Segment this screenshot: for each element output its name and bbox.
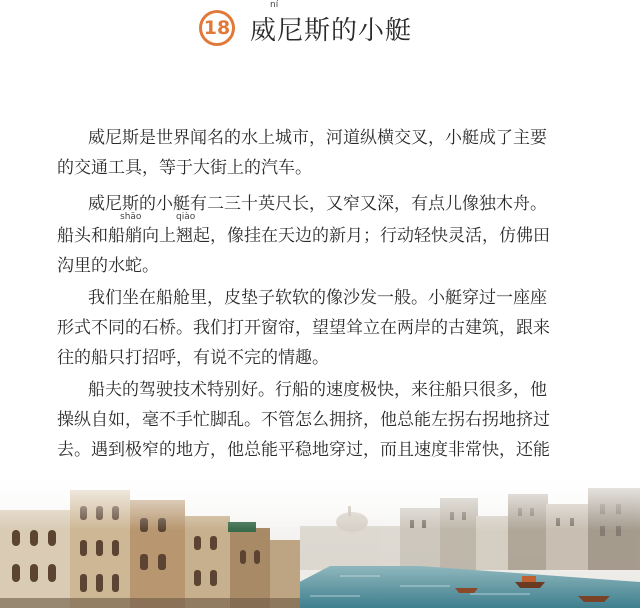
- pinyin-qiao: qiào: [176, 212, 196, 222]
- scene-top-fade: [0, 470, 640, 530]
- paragraph-2-line-2: 船头和船艄向上翘起，像挂在天边的新月；行动轻快灵活，仿佛田: [57, 226, 550, 246]
- paragraph-4-line-3: 去。遇到极窄的地方，他总能平稳地穿过，而且速度非常快，还能: [57, 440, 550, 460]
- paragraph-3-line-3: 往的船只打招呼，有说不完的情趣。: [57, 348, 329, 368]
- paragraph-1-line-2: 的交通工具，等于大街上的汽车。: [57, 158, 312, 178]
- lesson-header: [0, 0, 640, 54]
- lesson-number-badge: 18: [199, 10, 235, 46]
- venice-canal-illustration: [0, 470, 640, 608]
- paragraph-4-line-2: 操纵自如，毫不手忙脚乱。不管怎么拥挤，他总能左拐右拐地挤过: [57, 410, 550, 430]
- paragraph-2-line-1: 威尼斯的小艇有二三十英尺长，又窄又深，有点儿像独木舟。: [88, 194, 547, 214]
- lesson-title: 威尼斯的小艇: [250, 16, 413, 46]
- title-pinyin: ní: [270, 0, 279, 10]
- paragraph-1-line-1: 威尼斯是世界闻名的水上城市，河道纵横交叉，小艇成了主要: [88, 128, 547, 148]
- paragraph-2-line-3: 沟里的水蛇。: [57, 256, 159, 276]
- paragraph-3-line-1: 我们坐在船舱里，皮垫子软软的像沙发一般。小艇穿过一座座: [88, 288, 547, 308]
- paragraph-3-line-2: 形式不同的石桥。我们打开窗帘，望望耸立在两岸的古建筑，跟来: [57, 318, 550, 338]
- paragraph-4-line-1: 船夫的驾驶技术特别好。行船的速度极快，来往船只很多，他: [88, 380, 547, 400]
- pinyin-shao: shāo: [120, 212, 142, 222]
